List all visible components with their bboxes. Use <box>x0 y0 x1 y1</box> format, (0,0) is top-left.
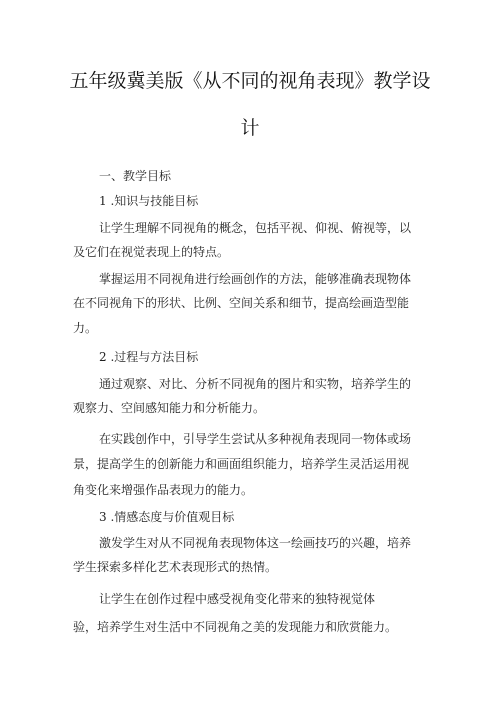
paragraph-line: 验，培养学生对生活中不同视角之美的发现能力和欣赏能力。 <box>73 620 398 634</box>
paragraph-line: 景，提高学生的创新能力和画面组织能力，培养学生灵活运用视 <box>73 457 410 471</box>
paragraph-line: 及它们在视觉表现上的特点。 <box>73 245 230 259</box>
paragraph-line: 掌握运用不同视角进行绘画创作的方法，能够准确表现物体 <box>99 272 412 286</box>
paragraph-line: 学生探索多样化艺术表现形式的热情。 <box>73 560 278 574</box>
document-title-line-2: 计 <box>240 117 260 139</box>
paragraph-line: 让学生在创作过程中感受视角变化带来的独特视觉体 <box>99 592 376 606</box>
paragraph-line: 在实践创作中，引导学生尝试从多种视角表现同一物体或场 <box>99 432 412 446</box>
paragraph-line: 角变化来增强作品表现力的能力。 <box>73 483 254 497</box>
paragraph-line: 让学生理解不同视角的概念，包括平视、仰视、俯视等，以 <box>99 221 412 235</box>
paragraph-line: 观察力、空间感知能力和分析能力。 <box>73 401 266 415</box>
paragraph-line: 通过观察、对比、分析不同视角的图片和实物，培养学生的 <box>99 377 412 391</box>
paragraph-line: 在不同视角下的形状、比例、空间关系和细节，提高绘画造型能 <box>73 296 410 310</box>
document-title-line-1: 五年级冀美版《从不同的视角表现》教学设 <box>69 70 431 92</box>
paragraph-line: 激发学生对从不同视角表现物体这一绘画技巧的兴趣，培养 <box>99 536 412 550</box>
subsection-heading-knowledge-skills: 1 .知识与技能目标 <box>99 194 199 208</box>
subsection-heading-emotion-values: 3 .情感态度与价值观目标 <box>99 510 235 524</box>
paragraph-line: 力。 <box>73 321 98 335</box>
section-heading-teaching-goals: 一、教学目标 <box>99 169 172 183</box>
subsection-heading-process-methods: 2 .过程与方法目标 <box>99 350 199 364</box>
